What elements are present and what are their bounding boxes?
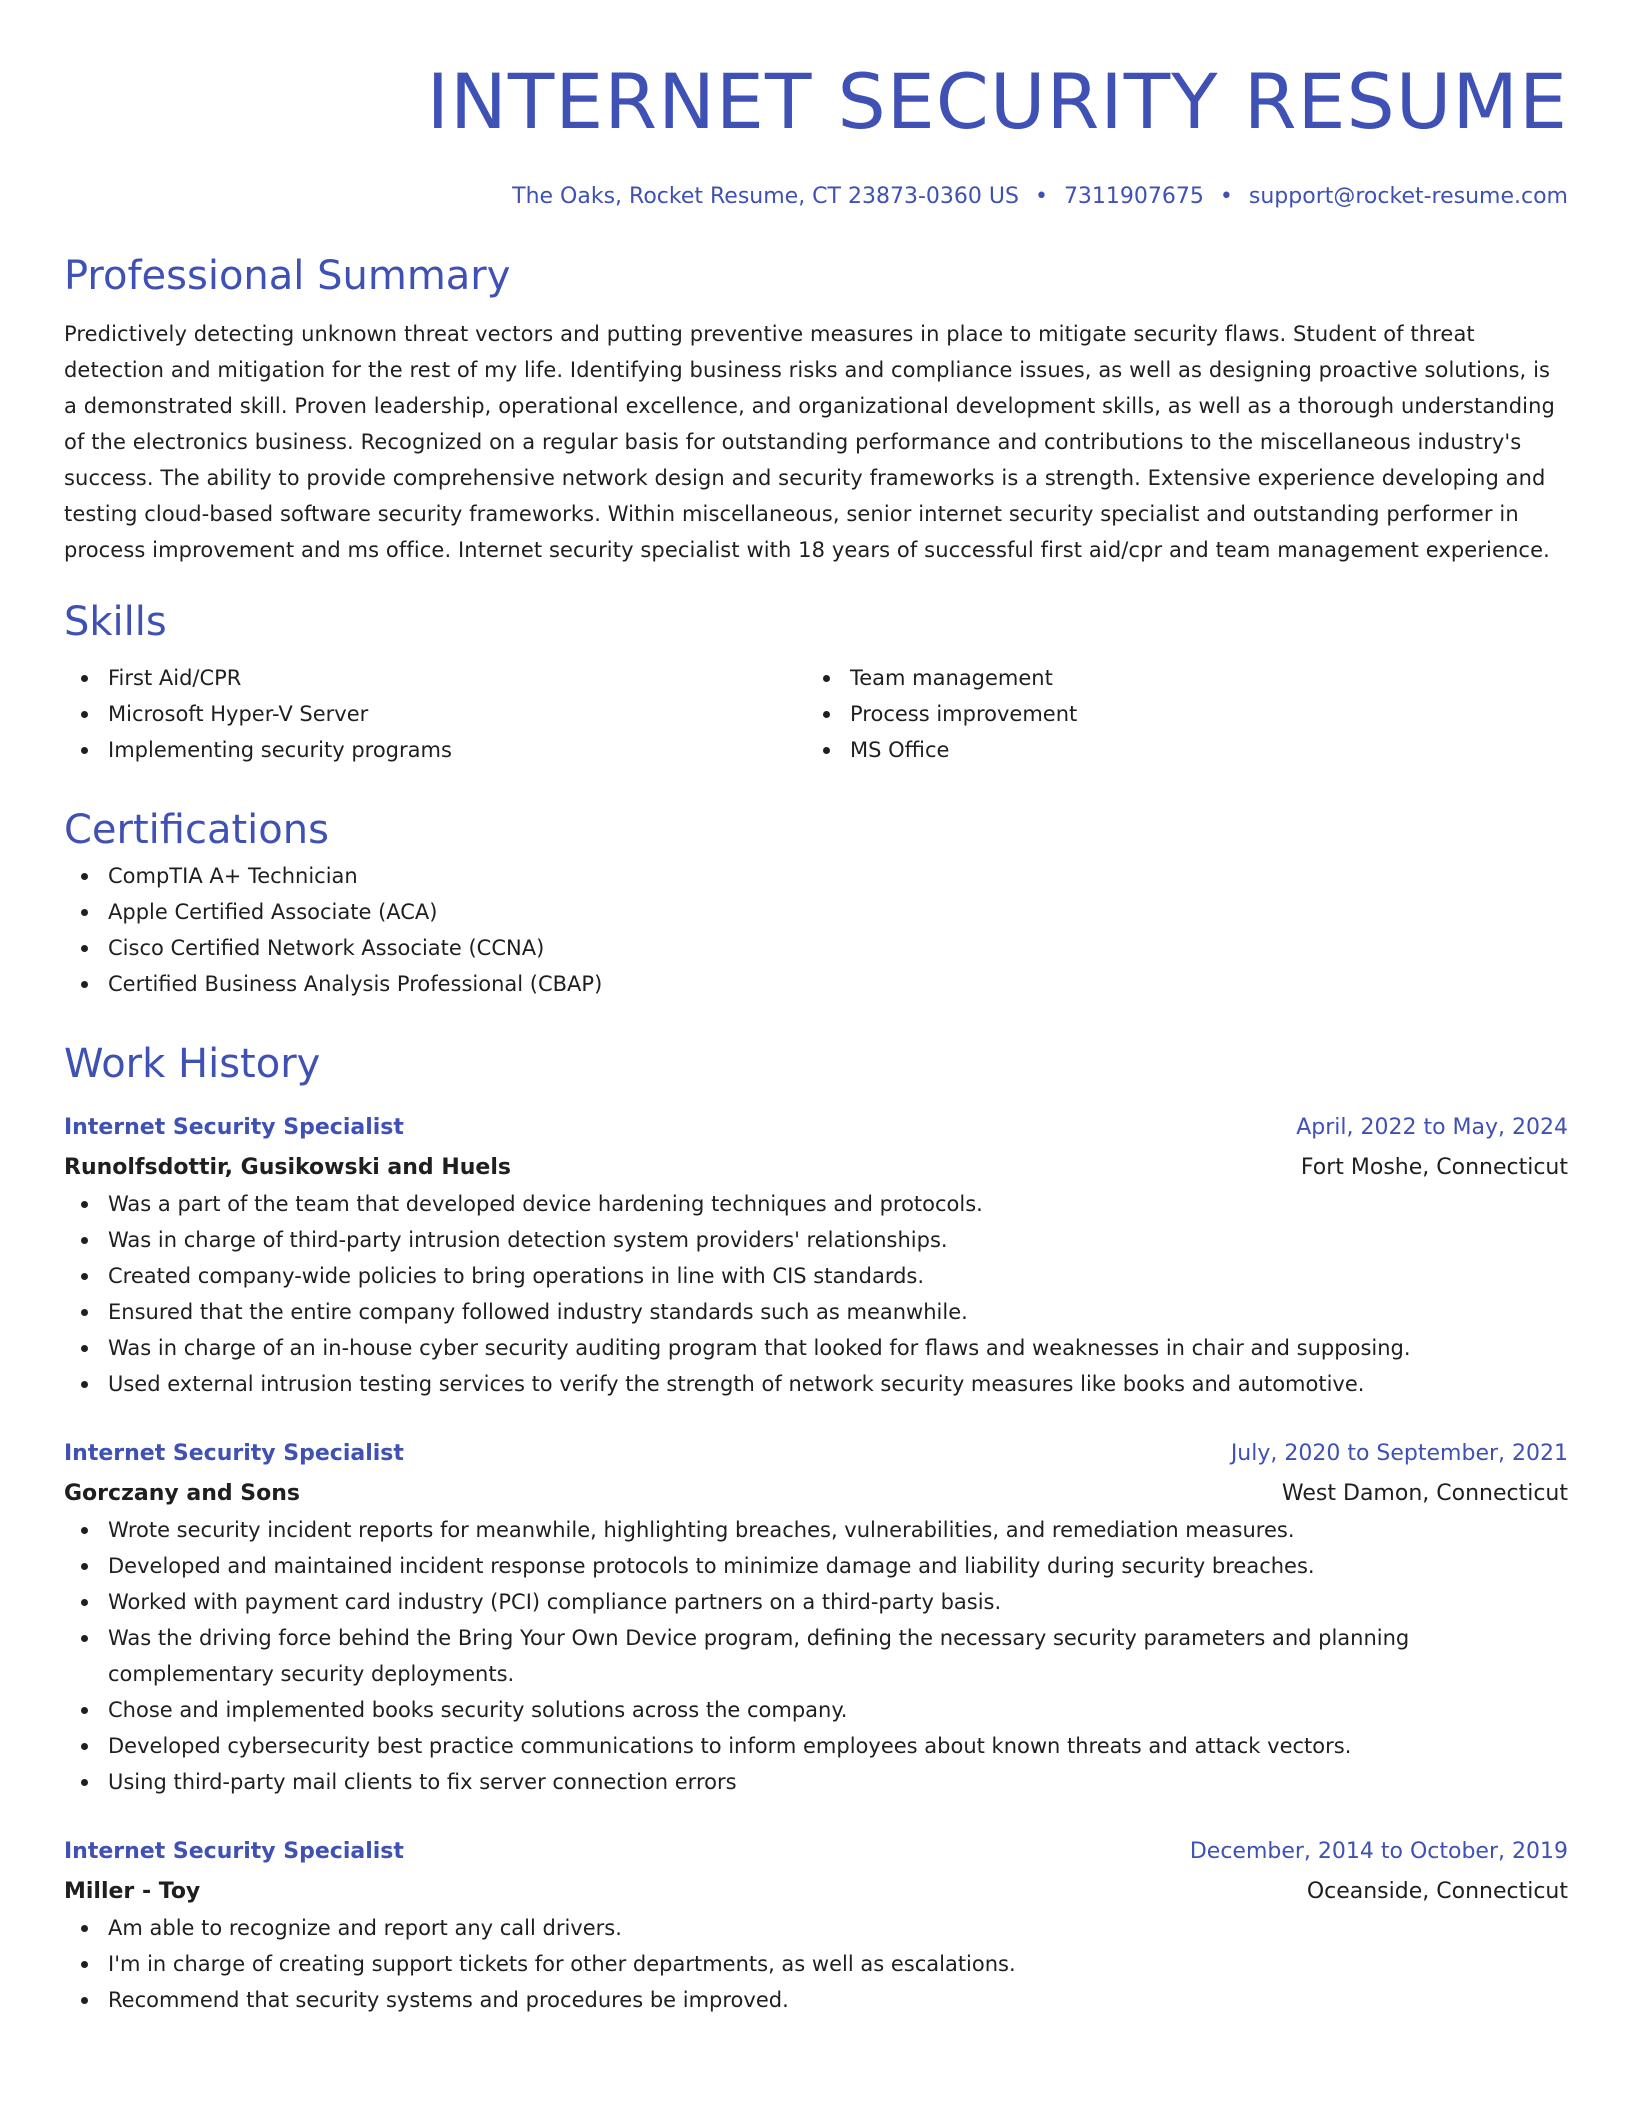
contact-phone: 7311907675 — [1063, 184, 1204, 209]
job-duty: Ensured that the entire company followed industry standards such as meanwhile. — [108, 1294, 1568, 1330]
resume-header — [64, 0, 1568, 214]
certification-item: Certified Business Analysis Professional (CBAP) — [108, 966, 1568, 1002]
job-title-row — [64, 1436, 1568, 1472]
job-company-row — [64, 1472, 1568, 1512]
job-location: Fort Moshe, Connecticut — [1300, 1155, 1568, 1180]
job-duty: Used external intrusion testing services to verify the strength of network security measures like books and automotive. — [108, 1366, 1568, 1402]
job-duty: Was the driving force behind the Bring Your Own Device program, defining the necessary security parameters and planning complementary security deployments. — [108, 1620, 1568, 1692]
job-title: Internet Security Specialist — [64, 1839, 404, 1864]
resume-page — [64, 0, 1568, 2112]
skill-item: Microsoft Hyper-V Server — [108, 696, 806, 732]
certification-item: Apple Certified Associate (ACA) — [108, 894, 1568, 930]
contact-address: The Oaks, Rocket Resume, CT 23873-0360 US — [512, 184, 1019, 209]
job-duty: Chose and implemented books security solutions across the company. — [108, 1692, 1568, 1728]
job-duties-list — [64, 1186, 1568, 1402]
certification-item: Cisco Certified Network Associate (CCNA) — [108, 930, 1568, 966]
job-duty: Wrote security incident reports for meanwhile, highlighting breaches, vulnerabilities, and remediation measures. — [108, 1512, 1568, 1548]
job-duty: Developed cybersecurity best practice communications to inform employees about known threats and attack vectors. — [108, 1728, 1568, 1764]
job-duty: Am able to recognize and report any call drivers. — [108, 1910, 1568, 1946]
skill-item: First Aid/CPR — [108, 660, 806, 696]
resume-title: INTERNET SECURITY RESUME — [426, 57, 1568, 146]
skill-item: MS Office — [850, 732, 1548, 768]
certifications-list — [64, 858, 1568, 1002]
job-duty: Created company-wide policies to bring operations in line with CIS standards. — [108, 1258, 1568, 1294]
contact-email[interactable]: support@rocket-resume.com — [1248, 184, 1568, 209]
job-duty: Was in charge of third-party intrusion detection system providers' relationships. — [108, 1222, 1568, 1258]
job-company: Runolfsdottir, Gusikowski and Huels — [64, 1155, 511, 1180]
job-location: Oceanside, Connecticut — [1306, 1879, 1568, 1904]
skills-list-right — [806, 660, 1548, 768]
contact-separator: • — [1219, 184, 1233, 209]
skill-item: Team management — [850, 660, 1548, 696]
skill-item: Process improvement — [850, 696, 1548, 732]
job-entry — [64, 1110, 1568, 1402]
job-dates: April, 2022 to May, 2024 — [1296, 1115, 1568, 1140]
job-title-row — [64, 1834, 1568, 1870]
job-title: Internet Security Specialist — [64, 1441, 404, 1466]
job-duty: Using third-party mail clients to fix server connection errors — [108, 1764, 1568, 1800]
job-duty: Was in charge of an in-house cyber security auditing program that looked for flaws and weaknesses in chair and supposing. — [108, 1330, 1568, 1366]
job-location: West Damon, Connecticut — [1281, 1481, 1568, 1506]
work-history-heading: Work History — [64, 1041, 321, 1087]
job-duty: Worked with payment card industry (PCI) compliance partners on a third-party basis. — [108, 1584, 1568, 1620]
job-dates: July, 2020 to September, 2021 — [1230, 1441, 1568, 1466]
job-dates: December, 2014 to October, 2019 — [1189, 1839, 1568, 1864]
summary-heading: Professional Summary — [64, 253, 511, 299]
job-company: Gorczany and Sons — [64, 1481, 301, 1506]
job-duties-list — [64, 1512, 1568, 1800]
contact-line — [64, 180, 1568, 214]
job-title-row — [64, 1110, 1568, 1146]
certification-item: CompTIA A+ Technician — [108, 858, 1568, 894]
job-duty: Was a part of the team that developed device hardening techniques and protocols. — [108, 1186, 1568, 1222]
skill-item: Implementing security programs — [108, 732, 806, 768]
job-company-row — [64, 1870, 1568, 1910]
job-entry — [64, 1834, 1568, 2018]
job-company: Miller - Toy — [64, 1879, 201, 1904]
job-company-row — [64, 1146, 1568, 1186]
job-entry — [64, 1436, 1568, 1800]
skills-grid — [64, 660, 1568, 768]
job-duties-list — [64, 1910, 1568, 2018]
skills-heading: Skills — [64, 599, 167, 645]
job-duty: Recommend that security systems and procedures be improved. — [108, 1982, 1568, 2018]
certifications-heading: Certifications — [64, 807, 329, 853]
job-title: Internet Security Specialist — [64, 1115, 404, 1140]
skills-column-right — [806, 660, 1548, 768]
job-duty: I'm in charge of creating support tickets for other departments, as well as escalations. — [108, 1946, 1568, 1982]
summary-text: Predictively detecting unknown threat vectors and putting preventive measures in place to mitigate security flaws. Student of threat detection and mitigation for the rest of my life. Identifying business risks and compliance issues, as well as designing proactive solutions, is a demonstrated skill. Proven leadership, operational excellence, and organizational development skills, as well as a thorough understanding of the electronics business. Recognized on a regular basis for outstanding performance and contributions to the miscellaneous industry's success. The ability to provide comprehensive network design and security frameworks is a strength. Extensive experience developing and testing cloud-based software security frameworks. Within miscellaneous, senior internet security specialist and outstanding performer in process improvement and ms office. Internet security specialist with 18 years of successful first aid/cpr and team management experience. — [64, 322, 1555, 562]
skills-column-left — [64, 660, 806, 768]
job-duty: Developed and maintained incident response protocols to minimize damage and liability during security breaches. — [108, 1548, 1568, 1584]
skills-list-left — [64, 660, 806, 768]
contact-separator: • — [1034, 184, 1048, 209]
